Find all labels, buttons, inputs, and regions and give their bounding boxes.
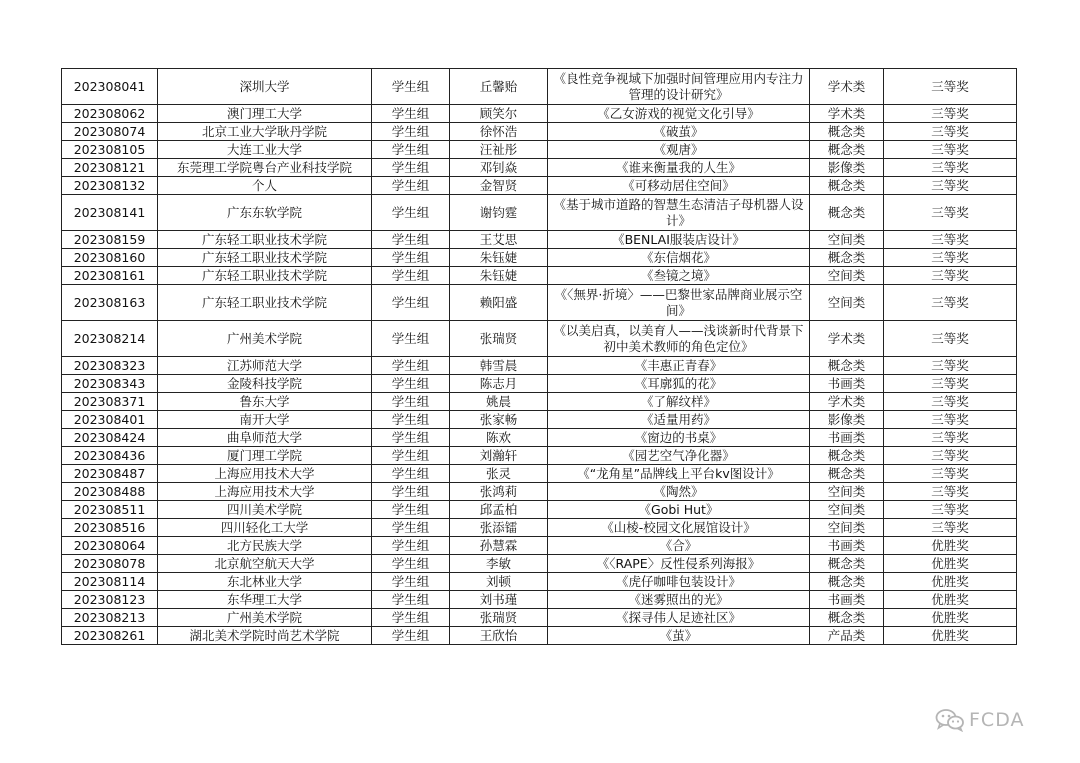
awards-table-body — [62, 69, 1017, 645]
group-cell: 学生组 — [372, 447, 450, 465]
prize-cell: 三等奖 — [884, 159, 1017, 177]
name-cell: 刘瀚轩 — [450, 447, 548, 465]
prize-cell: 三等奖 — [884, 411, 1017, 429]
work-cell: 《破茧》 — [548, 123, 810, 141]
group-cell: 学生组 — [372, 141, 450, 159]
name-cell: 张添镭 — [450, 519, 548, 537]
prize-cell: 三等奖 — [884, 429, 1017, 447]
prize-cell: 优胜奖 — [884, 591, 1017, 609]
group-cell: 学生组 — [372, 627, 450, 645]
category-cell: 学术类 — [810, 321, 884, 357]
group-cell: 学生组 — [372, 555, 450, 573]
watermark-text: FCDA — [969, 709, 1025, 731]
name-cell: 徐怀浩 — [450, 123, 548, 141]
table-row — [62, 609, 1017, 627]
category-cell: 空间类 — [810, 519, 884, 537]
category-cell: 概念类 — [810, 249, 884, 267]
category-cell: 空间类 — [810, 483, 884, 501]
work-cell: 《丰惠正青春》 — [548, 357, 810, 375]
id-cell: 202308214 — [62, 321, 158, 357]
table-row — [62, 177, 1017, 195]
category-cell: 空间类 — [810, 231, 884, 249]
work-cell: 《园艺空气净化器》 — [548, 447, 810, 465]
table-row — [62, 69, 1017, 105]
prize-cell: 优胜奖 — [884, 627, 1017, 645]
group-cell: 学生组 — [372, 357, 450, 375]
table-row — [62, 591, 1017, 609]
prize-cell: 优胜奖 — [884, 609, 1017, 627]
name-cell: 张鸿莉 — [450, 483, 548, 501]
table-row — [62, 321, 1017, 357]
name-cell: 陈志月 — [450, 375, 548, 393]
name-cell: 金智贤 — [450, 177, 548, 195]
id-cell: 202308488 — [62, 483, 158, 501]
school-cell: 广东轻工职业技术学院 — [158, 231, 372, 249]
category-cell: 概念类 — [810, 465, 884, 483]
school-cell: 湖北美术学院时尚艺术学院 — [158, 627, 372, 645]
table-row — [62, 519, 1017, 537]
table-row — [62, 285, 1017, 321]
table-row — [62, 105, 1017, 123]
school-cell: 东莞理工学院粤台产业科技学院 — [158, 159, 372, 177]
school-cell: 深圳大学 — [158, 69, 372, 105]
id-cell: 202308121 — [62, 159, 158, 177]
school-cell: 广州美术学院 — [158, 321, 372, 357]
id-cell: 202308487 — [62, 465, 158, 483]
prize-cell: 优胜奖 — [884, 537, 1017, 555]
name-cell: 朱钰婕 — [450, 267, 548, 285]
id-cell: 202308516 — [62, 519, 158, 537]
name-cell: 刘顿 — [450, 573, 548, 591]
id-cell: 202308141 — [62, 195, 158, 231]
id-cell: 202308132 — [62, 177, 158, 195]
table-row — [62, 411, 1017, 429]
name-cell: 丘馨贻 — [450, 69, 548, 105]
table-row — [62, 537, 1017, 555]
id-cell: 202308213 — [62, 609, 158, 627]
school-cell: 厦门理工学院 — [158, 447, 372, 465]
category-cell: 学术类 — [810, 105, 884, 123]
prize-cell: 三等奖 — [884, 393, 1017, 411]
work-cell: 《以美启真，以美育人——浅谈新时代背景下初中美术教师的角色定位》 — [548, 321, 810, 357]
id-cell: 202308401 — [62, 411, 158, 429]
prize-cell: 三等奖 — [884, 123, 1017, 141]
name-cell: 孙慧霖 — [450, 537, 548, 555]
group-cell: 学生组 — [372, 465, 450, 483]
group-cell: 学生组 — [372, 411, 450, 429]
group-cell: 学生组 — [372, 609, 450, 627]
group-cell: 学生组 — [372, 69, 450, 105]
category-cell: 概念类 — [810, 195, 884, 231]
work-cell: 《适量用药》 — [548, 411, 810, 429]
category-cell: 概念类 — [810, 609, 884, 627]
name-cell: 汪祉彤 — [450, 141, 548, 159]
id-cell: 202308078 — [62, 555, 158, 573]
category-cell: 概念类 — [810, 357, 884, 375]
id-cell: 202308261 — [62, 627, 158, 645]
group-cell: 学生组 — [372, 285, 450, 321]
id-cell: 202308123 — [62, 591, 158, 609]
school-cell: 北京航空航天大学 — [158, 555, 372, 573]
group-cell: 学生组 — [372, 375, 450, 393]
table-row — [62, 447, 1017, 465]
group-cell: 学生组 — [372, 195, 450, 231]
name-cell: 李敏 — [450, 555, 548, 573]
id-cell: 202308114 — [62, 573, 158, 591]
prize-cell: 三等奖 — [884, 321, 1017, 357]
school-cell: 北京工业大学耿丹学院 — [158, 123, 372, 141]
id-cell: 202308371 — [62, 393, 158, 411]
work-cell: 《了解纹样》 — [548, 393, 810, 411]
prize-cell: 三等奖 — [884, 177, 1017, 195]
school-cell: 四川轻化工大学 — [158, 519, 372, 537]
id-cell: 202308074 — [62, 123, 158, 141]
work-cell: 《陶然》 — [548, 483, 810, 501]
name-cell: 朱钰婕 — [450, 249, 548, 267]
name-cell: 韩雪晨 — [450, 357, 548, 375]
category-cell: 空间类 — [810, 267, 884, 285]
id-cell: 202308163 — [62, 285, 158, 321]
school-cell: 鲁东大学 — [158, 393, 372, 411]
category-cell: 空间类 — [810, 285, 884, 321]
group-cell: 学生组 — [372, 177, 450, 195]
work-cell: 《东信烟花》 — [548, 249, 810, 267]
prize-cell: 三等奖 — [884, 465, 1017, 483]
table-row — [62, 501, 1017, 519]
name-cell: 张瑞贤 — [450, 609, 548, 627]
prize-cell: 三等奖 — [884, 249, 1017, 267]
prize-cell: 三等奖 — [884, 267, 1017, 285]
school-cell: 大连工业大学 — [158, 141, 372, 159]
work-cell: 《叁镜之境》 — [548, 267, 810, 285]
school-cell: 上海应用技术大学 — [158, 465, 372, 483]
work-cell: 《谁来衡量我的人生》 — [548, 159, 810, 177]
school-cell: 广州美术学院 — [158, 609, 372, 627]
work-cell: 《BENLAI服装店设计》 — [548, 231, 810, 249]
table-row — [62, 267, 1017, 285]
school-cell: 上海应用技术大学 — [158, 483, 372, 501]
group-cell: 学生组 — [372, 159, 450, 177]
group-cell: 学生组 — [372, 123, 450, 141]
id-cell: 202308424 — [62, 429, 158, 447]
work-cell: 《耳廓狐的花》 — [548, 375, 810, 393]
id-cell: 202308323 — [62, 357, 158, 375]
category-cell: 产品类 — [810, 627, 884, 645]
table-row — [62, 141, 1017, 159]
work-cell: 《观唐》 — [548, 141, 810, 159]
school-cell: 东北林业大学 — [158, 573, 372, 591]
category-cell: 书画类 — [810, 375, 884, 393]
category-cell: 概念类 — [810, 123, 884, 141]
work-cell: 《虎仔咖啡包装设计》 — [548, 573, 810, 591]
prize-cell: 优胜奖 — [884, 573, 1017, 591]
group-cell: 学生组 — [372, 429, 450, 447]
prize-cell: 三等奖 — [884, 483, 1017, 501]
name-cell: 顾笑尔 — [450, 105, 548, 123]
school-cell: 广东轻工职业技术学院 — [158, 249, 372, 267]
group-cell: 学生组 — [372, 573, 450, 591]
work-cell: 《良性竞争视域下加强时间管理应用内专注力管理的设计研究》 — [548, 69, 810, 105]
work-cell: 《可移动居住空间》 — [548, 177, 810, 195]
group-cell: 学生组 — [372, 393, 450, 411]
table-row — [62, 393, 1017, 411]
name-cell: 陈欢 — [450, 429, 548, 447]
work-cell: 《〈無界·折境〉——巴黎世家品牌商业展示空间》 — [548, 285, 810, 321]
name-cell: 张瑞贤 — [450, 321, 548, 357]
work-cell: 《“龙角星”品牌线上平台kv图设计》 — [548, 465, 810, 483]
prize-cell: 三等奖 — [884, 519, 1017, 537]
table-row — [62, 375, 1017, 393]
prize-cell: 优胜奖 — [884, 555, 1017, 573]
table-row — [62, 159, 1017, 177]
work-cell: 《迷雾照出的光》 — [548, 591, 810, 609]
name-cell: 谢钧霆 — [450, 195, 548, 231]
work-cell: 《窗边的书桌》 — [548, 429, 810, 447]
name-cell: 姚晨 — [450, 393, 548, 411]
prize-cell: 三等奖 — [884, 69, 1017, 105]
table-row — [62, 249, 1017, 267]
work-cell: 《山棱-校园文化展馆设计》 — [548, 519, 810, 537]
table-row — [62, 555, 1017, 573]
id-cell: 202308511 — [62, 501, 158, 519]
table-row — [62, 195, 1017, 231]
school-cell: 曲阜师范大学 — [158, 429, 372, 447]
name-cell: 张灵 — [450, 465, 548, 483]
group-cell: 学生组 — [372, 501, 450, 519]
table-row — [62, 465, 1017, 483]
category-cell: 概念类 — [810, 573, 884, 591]
watermark — [935, 708, 1025, 732]
prize-cell: 三等奖 — [884, 501, 1017, 519]
prize-cell: 三等奖 — [884, 357, 1017, 375]
category-cell: 书画类 — [810, 429, 884, 447]
group-cell: 学生组 — [372, 591, 450, 609]
name-cell: 王艾思 — [450, 231, 548, 249]
id-cell: 202308159 — [62, 231, 158, 249]
work-cell: 《合》 — [548, 537, 810, 555]
table-row — [62, 123, 1017, 141]
category-cell: 书画类 — [810, 591, 884, 609]
work-cell: 《基于城市道路的智慧生态清洁子母机器人设计》 — [548, 195, 810, 231]
work-cell: 《乙女游戏的视觉文化引导》 — [548, 105, 810, 123]
group-cell: 学生组 — [372, 321, 450, 357]
name-cell: 赖阳盛 — [450, 285, 548, 321]
category-cell: 学术类 — [810, 69, 884, 105]
category-cell: 影像类 — [810, 159, 884, 177]
name-cell: 王欣怡 — [450, 627, 548, 645]
category-cell: 影像类 — [810, 411, 884, 429]
group-cell: 学生组 — [372, 537, 450, 555]
prize-cell: 三等奖 — [884, 141, 1017, 159]
name-cell: 邓钊焱 — [450, 159, 548, 177]
prize-cell: 三等奖 — [884, 285, 1017, 321]
table-row — [62, 483, 1017, 501]
id-cell: 202308343 — [62, 375, 158, 393]
school-cell: 金陵科技学院 — [158, 375, 372, 393]
name-cell: 张家畅 — [450, 411, 548, 429]
school-cell: 广东轻工职业技术学院 — [158, 285, 372, 321]
group-cell: 学生组 — [372, 483, 450, 501]
id-cell: 202308436 — [62, 447, 158, 465]
prize-cell: 三等奖 — [884, 447, 1017, 465]
category-cell: 概念类 — [810, 177, 884, 195]
group-cell: 学生组 — [372, 249, 450, 267]
work-cell: 《探寻伟人足迹社区》 — [548, 609, 810, 627]
awards-table — [61, 68, 1017, 645]
table-row — [62, 429, 1017, 447]
category-cell: 概念类 — [810, 141, 884, 159]
group-cell: 学生组 — [372, 519, 450, 537]
id-cell: 202308105 — [62, 141, 158, 159]
group-cell: 学生组 — [372, 105, 450, 123]
prize-cell: 三等奖 — [884, 375, 1017, 393]
school-cell: 广东东软学院 — [158, 195, 372, 231]
group-cell: 学生组 — [372, 231, 450, 249]
name-cell: 邱孟柏 — [450, 501, 548, 519]
work-cell: 《茧》 — [548, 627, 810, 645]
prize-cell: 三等奖 — [884, 231, 1017, 249]
category-cell: 空间类 — [810, 501, 884, 519]
school-cell: 南开大学 — [158, 411, 372, 429]
table-row — [62, 627, 1017, 645]
wechat-icon — [935, 708, 965, 732]
work-cell: 《〈RAPE〉反性侵系列海报》 — [548, 555, 810, 573]
id-cell: 202308064 — [62, 537, 158, 555]
table-row — [62, 231, 1017, 249]
table-row — [62, 357, 1017, 375]
category-cell: 书画类 — [810, 537, 884, 555]
id-cell: 202308062 — [62, 105, 158, 123]
prize-cell: 三等奖 — [884, 105, 1017, 123]
id-cell: 202308160 — [62, 249, 158, 267]
group-cell: 学生组 — [372, 267, 450, 285]
work-cell: 《Gobi Hut》 — [548, 501, 810, 519]
school-cell: 江苏师范大学 — [158, 357, 372, 375]
school-cell: 东华理工大学 — [158, 591, 372, 609]
category-cell: 学术类 — [810, 393, 884, 411]
id-cell: 202308161 — [62, 267, 158, 285]
school-cell: 澳门理工大学 — [158, 105, 372, 123]
prize-cell: 三等奖 — [884, 195, 1017, 231]
table-row — [62, 573, 1017, 591]
category-cell: 概念类 — [810, 555, 884, 573]
school-cell: 北方民族大学 — [158, 537, 372, 555]
school-cell: 广东轻工职业技术学院 — [158, 267, 372, 285]
id-cell: 202308041 — [62, 69, 158, 105]
name-cell: 刘书瑾 — [450, 591, 548, 609]
category-cell: 概念类 — [810, 447, 884, 465]
school-cell: 四川美术学院 — [158, 501, 372, 519]
school-cell: 个人 — [158, 177, 372, 195]
